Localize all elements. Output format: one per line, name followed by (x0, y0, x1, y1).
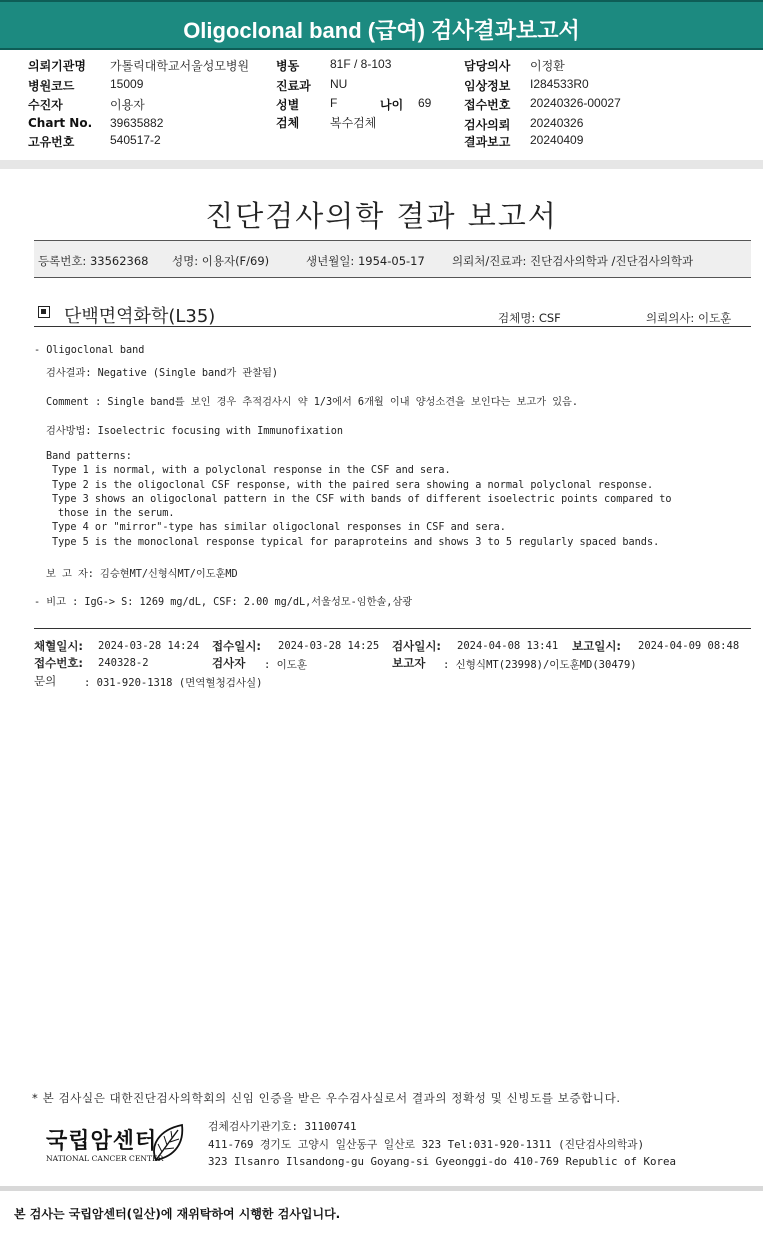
birth-date: 생년월일: 1954-05-17 (306, 254, 425, 268)
value-sex: F (330, 96, 338, 110)
receive-value: 2024-03-28 14:25 (278, 640, 380, 652)
tester-value: : 이도훈 (264, 659, 308, 671)
value-patient: 이용자 (110, 98, 145, 112)
label-clinical-info: 임상정보 (464, 79, 511, 93)
footer-divider (0, 1186, 763, 1191)
value-specimen: 복수검체 (330, 116, 377, 130)
receipt-no-label: 접수번호: (34, 656, 84, 670)
receipt-no-value: 240328-2 (98, 657, 149, 669)
institution-code: 검체검사기관기호: 31100741 (208, 1120, 357, 1133)
section-rule (34, 326, 751, 327)
value-department: NU (330, 77, 348, 91)
outsourcing-note: 본 검사는 국립암센터(일산)에 재위탁하여 시행한 검사입니다. (14, 1207, 341, 1221)
label-unique-no: 고유번호 (28, 135, 75, 149)
test-name: - Oligoclonal band (34, 345, 145, 356)
band-pattern-type3: Type 3 shows an oligoclonal pattern in the CSF with bands of different isoelectric points compared to (52, 494, 672, 505)
value-report-date: 20240409 (530, 133, 584, 147)
section-square-icon (38, 306, 50, 318)
band-pattern-type3-cont: those in the serum. (58, 508, 175, 519)
contact-label: 문의 (34, 674, 57, 688)
specimen-name: 검체명: CSF (498, 311, 561, 325)
remark: - 비고 : IgG-> S: 1269 mg/dL, CSF: 2.00 mg/dL,서울성모-임한솔,삼광 (34, 597, 413, 608)
label-request-date: 검사의뢰 (464, 118, 511, 132)
value-clinical-info: I284533R0 (530, 77, 589, 91)
band-pattern-type1: Type 1 is normal, with a polyclonal response in the CSF and sera. (52, 465, 451, 476)
label-ward: 병동 (276, 59, 300, 73)
logo-korean: 국립암센터 (46, 1129, 158, 1154)
value-ward: 81F / 8-103 (330, 57, 392, 71)
comment: Comment : Single band를 보인 경우 추적검사시 약 1/3에서 6개월 이내 양성소견을 보인다는 보고가 있음. (46, 397, 579, 408)
label-department: 진료과 (276, 79, 311, 93)
contact-value: : 031-920-1318 (면역혈청검사실) (84, 677, 263, 689)
logo-english: NATIONAL CANCER CENTER (46, 1154, 164, 1163)
institution-address-en: 323 Ilsanro Ilsandong-gu Goyang-si Gyeonggi-do 410-769 Republic of Korea (208, 1155, 677, 1168)
label-patient: 수진자 (28, 98, 63, 112)
value-unique-no: 540517-2 (110, 133, 161, 147)
value-hospital: 가톨릭대학교서울성모병원 (110, 59, 250, 73)
banner-title: Oligoclonal band (급여) 검사결과보고서 (183, 18, 580, 43)
label-receipt-no: 접수번호 (464, 98, 511, 112)
value-receipt-no: 20240326-00027 (530, 96, 621, 110)
label-sex: 성별 (276, 98, 300, 112)
patient-name: 성명: 이용자(F/69) (172, 254, 270, 268)
reporter-value: : 신형식MT(23998)/이도훈MD(30479) (443, 659, 637, 671)
value-doctor: 이정환 (530, 59, 565, 73)
requesting-doctor: 의뢰의사: 이도훈 (646, 311, 732, 325)
test-date-label: 검사일시: (392, 639, 442, 653)
value-request-date: 20240326 (530, 116, 584, 130)
header-divider (0, 160, 763, 169)
patient-bar (34, 240, 751, 278)
report-title: 진단검사의학 결과 보고서 (205, 199, 558, 233)
band-patterns-title: Band patterns: (46, 451, 132, 462)
section-title: 단백면역화학(L35) (64, 306, 216, 327)
label-hospital: 의뢰기관명 (28, 59, 86, 73)
leaf-icon (148, 1122, 186, 1164)
collect-value: 2024-03-28 14:24 (98, 640, 200, 652)
requesting-department: 의뢰처/진료과: 진단검사의학과 /진단검사의학과 (452, 254, 694, 268)
report-date-label: 보고일시: (572, 639, 622, 653)
receive-label: 접수일시: (212, 639, 262, 653)
certification-note: * 본 검사실은 대한진단검사의학회의 신임 인증을 받은 우수검사실로서 결과의 정확성 및 신빙도를 보증합니다. (32, 1091, 621, 1105)
label-chart-no: Chart No. (28, 116, 93, 130)
band-pattern-type2: Type 2 is the oligoclonal CSF response, with the paired sera showing a normal polyclonal response. (52, 480, 654, 491)
value-age: 69 (418, 96, 432, 110)
report-banner (0, 0, 763, 50)
test-date-value: 2024-04-08 13:41 (457, 640, 559, 652)
test-method: 검사방법: Isoelectric focusing with Immunofixation (46, 426, 343, 437)
label-hospital-code: 병원코드 (28, 79, 75, 93)
tester-label: 검사자 (212, 656, 246, 670)
label-age: 나이 (380, 98, 404, 112)
value-hospital-code: 15009 (110, 77, 144, 91)
value-chart-no: 39635882 (110, 116, 164, 130)
reporters: 보 고 자: 김승현MT/신형식MT/이도훈MD (46, 569, 238, 580)
reporter-label: 보고자 (392, 656, 426, 670)
label-specimen: 검체 (276, 116, 300, 130)
label-report-date: 결과보고 (464, 135, 511, 149)
collect-label: 채혈일시: (34, 639, 84, 653)
band-pattern-type4: Type 4 or "mirror"-type has similar oligoclonal responses in CSF and sera. (52, 522, 506, 533)
registration-number: 등록번호: 33562368 (38, 254, 149, 268)
test-result: 검사결과: Negative (Single band가 관찰됨) (46, 368, 279, 379)
report-date-value: 2024-04-09 08:48 (638, 640, 740, 652)
label-doctor: 담당의사 (464, 59, 511, 73)
result-bottom-rule (34, 628, 751, 629)
institution-address-ko: 411-769 경기도 고양시 일산동구 일산로 323 Tel:031-920-1311 (진단검사의학과) (208, 1138, 645, 1151)
band-pattern-type5: Type 5 is the monoclonal response typical for paraproteins and shows 3 to 5 regularly spaced bands. (52, 537, 660, 548)
